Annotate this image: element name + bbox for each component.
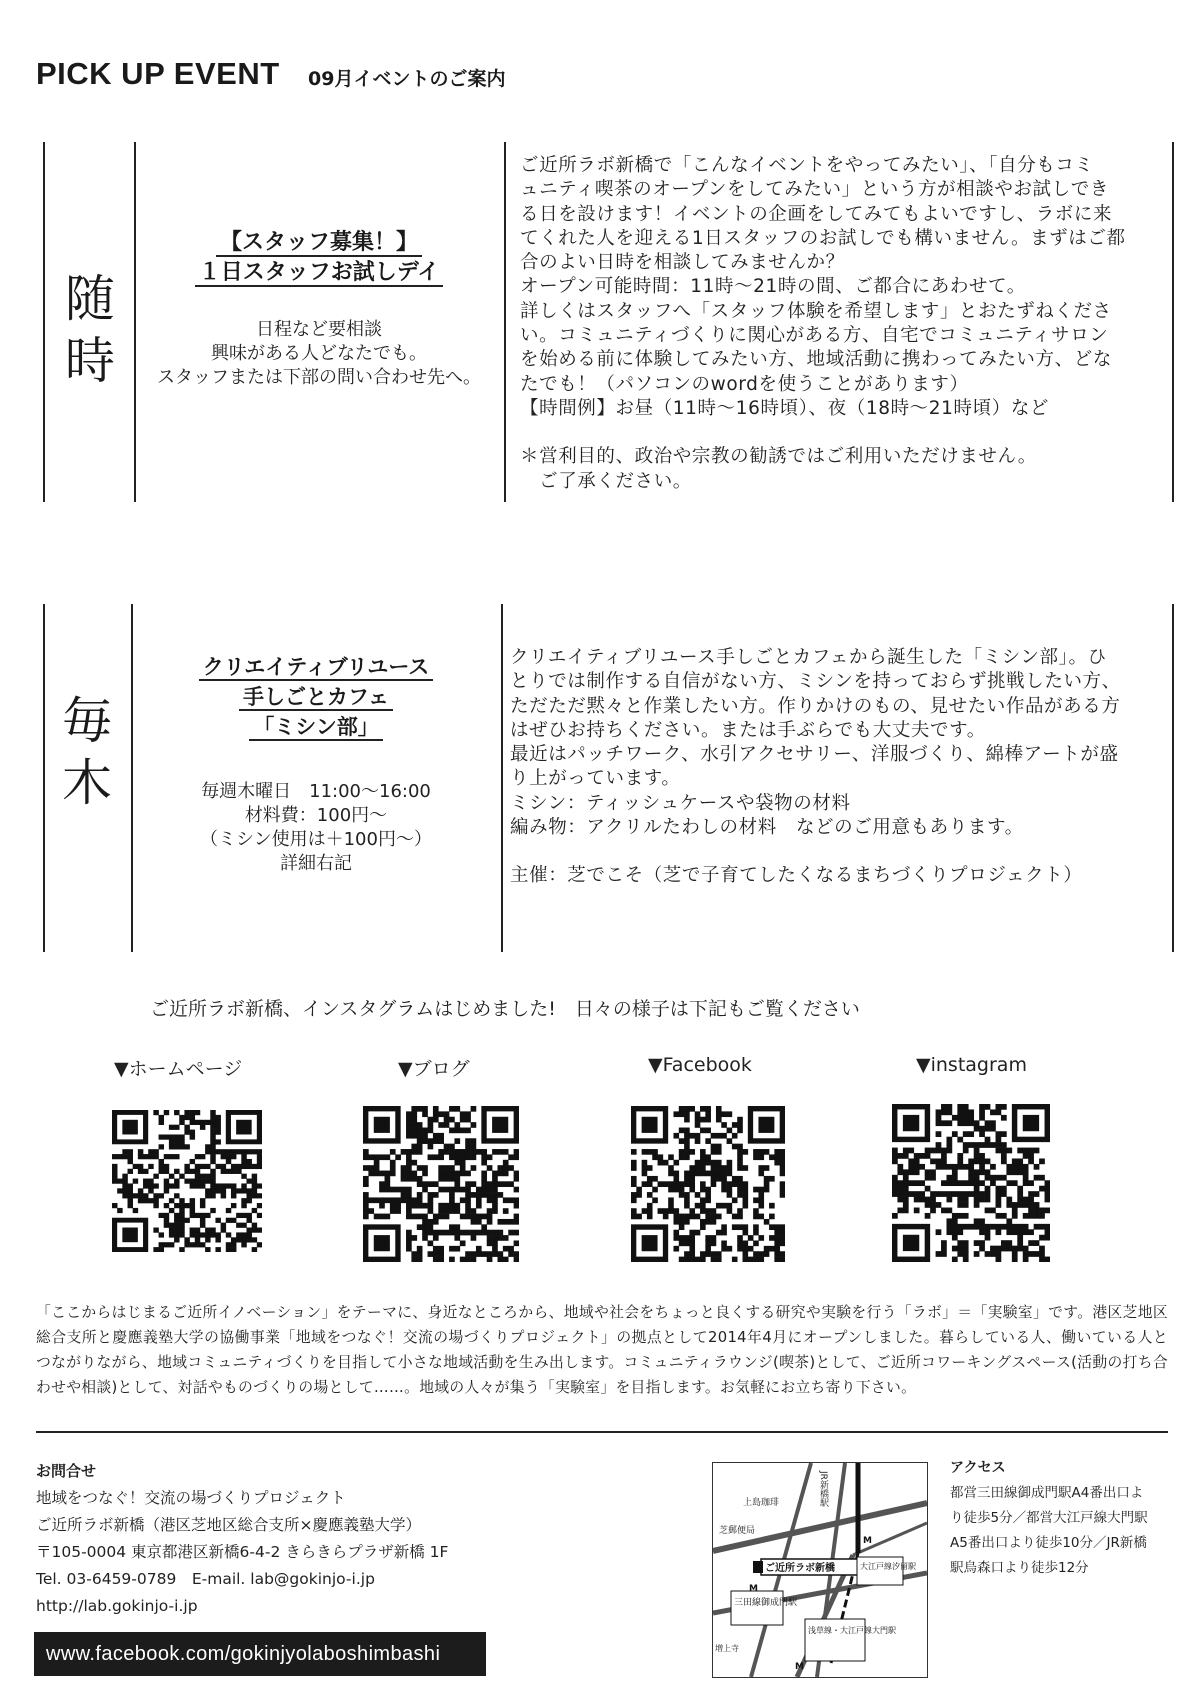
access-line: A5番出口より徒歩10分／JR新橋 <box>950 1535 1147 1551</box>
svg-text:大江戸線汐留駅: 大江戸線汐留駅 <box>860 1562 916 1571</box>
access-block <box>950 1456 1172 1581</box>
event-description: ご近所ラボ新橋で「こんなイベントをやってみたい」、「自分もコミ ュニティ喫茶のオープンをしてみたい」という方が相談やお試しでき る日を設けます！イベントの企画をしてみてもよいですし、ラボに来 てくれた人を迎える1日スタッフのお試しでも構いません。まずはご都 合のよい日時を相談してみませんか？ オープン可能時間：11時〜21時の間、ご都合にあわせて。 詳しくはスタッフへ「スタッフ体験を希望します」とおたずねくださ い。コミュニティづくりに関心がある方、自宅でコミュニティサロン を始める前に体験してみたい方、地域活動に携わってみたい方、どな たでも！（パソコンのwordを使うことがあります） 【時間例】お昼（11時〜16時頃）、夜（18時〜21時頃）など ＊営利目的、政治や宗教の勧誘ではご利用いただけません。 ご了承ください。 <box>520 155 1126 492</box>
access-heading: アクセス <box>950 1460 1006 1476</box>
event-when: 随 時 <box>65 270 115 390</box>
contact-block <box>36 1458 448 1620</box>
page-title: PICK UP EVENT <box>36 56 280 91</box>
contact-line: ご近所ラボ新橋（港区芝地区総合支所×慶應義塾大学） <box>36 1516 421 1534</box>
qr-code-icon[interactable] <box>631 1106 785 1262</box>
about-text: 「ここからはじまるご近所イノベーション」をテーマに、身近なところから、地域や社会をちょっと良くする研究や実験を行う「ラボ」＝「実験室」です。港区芝地区総合支所と慶應義塾大学の協働事業「地域をつなぐ！交流の場づくりプロジェクト」の拠点として2014年4月にオープンしました。暮らしている人、働いている人とつながりながら、地域コミュニティづくりを目指して小さな地域活動を生み出します。コミュニティラウンジ(喫茶)として、ご近所コワーキングスペース(活動の打ち合わせや相談)として、対話やものづくりの場として……。地域の人々が集う「実験室」を目指します。お気軽にお立ち寄り下さい。 <box>36 1304 1168 1396</box>
contact-website-link[interactable]: http://lab.gokinjo-i.jp <box>36 1597 198 1615</box>
divider <box>504 142 506 502</box>
event-info: 毎週木曜日 11:00〜16:00 材料費：100円〜 （ミシン使用は＋100円〜） 詳細右記 <box>200 781 432 874</box>
qr-code-icon[interactable] <box>363 1106 519 1262</box>
divider <box>43 142 45 502</box>
contact-address: 〒105-0004 東京都港区新橋6-4-2 きらきらプラザ新橋 1F <box>36 1543 449 1561</box>
divider <box>36 1431 1168 1433</box>
svg-text:上島珈琲: 上島珈琲 <box>743 1498 780 1508</box>
svg-text:M: M <box>749 1584 758 1594</box>
sns-label-homepage: ▼ホームページ <box>114 1058 243 1080</box>
svg-text:三田線御成門駅: 三田線御成門駅 <box>734 1598 798 1608</box>
svg-text:ご近所ラボ新橋: ご近所ラボ新橋 <box>765 1563 835 1574</box>
event-info: 日程など要相談 興味がある人どなたでも。 スタッフまたは下部の問い合わせ先へ。 <box>157 319 481 388</box>
event-title: 【スタッフ募集！】 １日スタッフお試しデイ <box>138 228 500 288</box>
access-line: 都営三田線御成門駅A4番出口よ <box>950 1485 1144 1501</box>
sns-intro: ご近所ラボ新橋、インスタグラムはじめました! 日々の様子は下記もご覧ください <box>150 998 860 1020</box>
svg-text:M: M <box>795 1662 804 1672</box>
divider <box>1172 142 1174 502</box>
svg-text:浅草線・大江戸線大門駅: 浅草線・大江戸線大門駅 <box>808 1626 896 1635</box>
access-line: り徒歩5分／都営大江戸線大門駅 <box>950 1510 1148 1526</box>
contact-line: 地域をつなぐ！交流の場づくりプロジェクト <box>36 1489 346 1507</box>
qr-code-icon[interactable] <box>892 1104 1050 1262</box>
sns-label-instagram: ▼instagram <box>916 1054 1027 1076</box>
svg-text:JR新橋駅: JR新橋駅 <box>818 1471 828 1507</box>
sns-label-blog: ▼ブログ <box>398 1058 470 1080</box>
svg-text:芝郵便局: 芝郵便局 <box>719 1526 756 1536</box>
divider <box>43 604 45 952</box>
sns-label-facebook: ▼Facebook <box>648 1054 752 1076</box>
event-title: クリエイティブリユース 手しごとカフェ 「ミシン部」 <box>134 652 498 742</box>
divider <box>131 604 133 952</box>
facebook-url-link[interactable]: www.facebook.com/gokinjyolaboshimbashi <box>34 1632 486 1676</box>
svg-text:M: M <box>863 1536 872 1546</box>
map-drawing <box>713 1463 927 1677</box>
page-subtitle: 09月イベントのご案内 <box>308 68 506 90</box>
svg-text:増上寺: 増上寺 <box>715 1644 739 1653</box>
event-description: クリエイティブリユース手しごとカフェから誕生した「ミシン部」。ひ とりでは制作する自信がない方、ミシンを持っておらず挑戦したい方、 ただただ黙々と作業したい方。作りかけのもの、見せたい作品がある方 はぜひお持ちください。または手ぶらでも大丈夫です。 最近はパッチワーク、水引アクセサリー、洋服づくり、綿棒アートが盛 り上がっています。 ミシン：ティッシュケースや袋物の材料 編み物：アクリルたわしの材料 などのご用意もあります。 主催：芝でこそ（芝で子育てしたくなるまちづくりプロジェクト） <box>510 647 1121 887</box>
divider <box>1172 604 1174 952</box>
divider <box>501 604 503 952</box>
qr-code-icon[interactable] <box>112 1110 262 1252</box>
contact-tel-email[interactable]: Tel. 03-6459-0789 E-mail. lab@gokinjo-i.jp <box>36 1570 375 1588</box>
event-when: 毎 木 <box>62 692 112 812</box>
access-line: 駅烏森口より徒歩12分 <box>950 1560 1089 1576</box>
access-map <box>712 1462 928 1678</box>
contact-heading: お問合せ <box>36 1462 97 1480</box>
